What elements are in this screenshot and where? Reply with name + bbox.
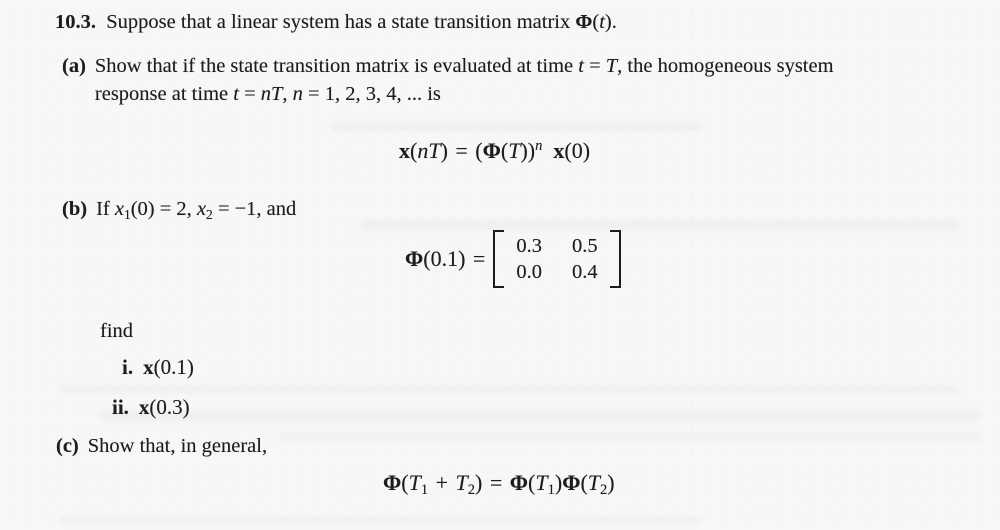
find-label: find [100,320,134,342]
bleed-through-artifact [360,220,960,230]
part-b-text: If x1(0) = 2, x2 = −1, and [96,198,297,222]
equation-phi-matrix [405,230,621,288]
bleed-through-artifact [280,432,980,442]
part-a [62,53,834,108]
bleed-through-artifact [60,385,960,394]
matrix-cells [504,230,609,288]
equation-semigroup-property: Φ(T1 + T2) = Φ(T1)Φ(T2) [383,470,615,499]
part-b-label: (b) [62,198,88,220]
matrix-equation-lhs: Φ(0.1) = [405,246,486,271]
problem-statement: 10.3. Suppose that a linear system has a state transition matrix Φ(t). [55,11,617,33]
part-c-text: Show that, in general, [87,435,268,457]
item-ii-label: ii. [112,395,129,419]
matrix-cell-r2c2: 0.4 [571,261,598,283]
item-i-text: x(0.1) [143,355,194,379]
part-a-label: (a) [62,55,86,77]
matrix-cell-r1c1: 0.3 [516,235,542,257]
equation-homogeneous-response: $x(nT) = (\Phi(T))^n$ x(0) [399,138,591,163]
bleed-through-artifact [330,122,700,131]
bleed-through-artifact [100,410,980,421]
item-i-label: i. [122,355,134,379]
matrix-left-bracket [493,230,504,288]
part-c [56,435,267,458]
part-a-text [95,53,834,108]
matrix-cell-r1c2: 0.5 [571,235,598,257]
part-a-line-2: response at time t = nT, n = 1, 2, 3, 4, ... is [94,82,441,105]
list-item-i [122,355,194,380]
part-b [62,196,296,228]
item-ii-text: x(0.3) [138,395,190,419]
part-a-line-1: Show that if the state transition matrix is evaluated at time t = T, the homogeneous system [94,55,834,77]
matrix-cell-r2c1: 0.0 [516,261,542,283]
state-transition-matrix [493,230,620,288]
part-c-label: (c) [56,435,79,457]
bleed-through-artifact [60,517,700,525]
matrix-right-bracket [610,230,621,288]
list-item-ii [112,395,190,420]
